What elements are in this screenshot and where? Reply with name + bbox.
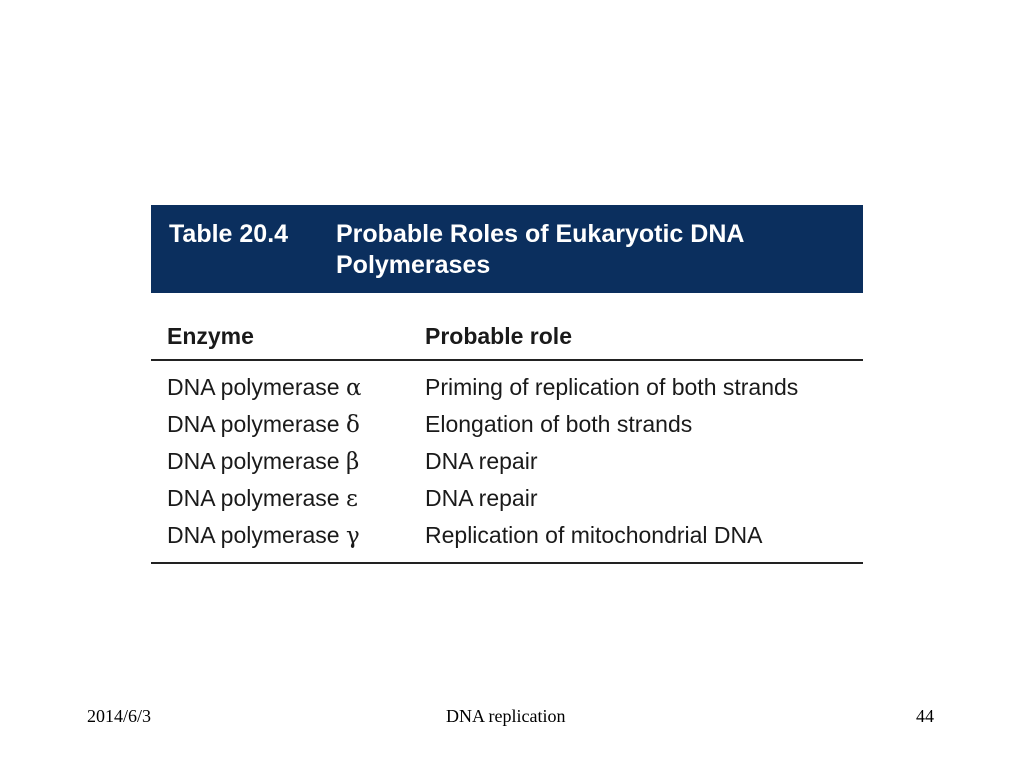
enzyme-cell [167,406,425,443]
greek-letter: α [345,375,362,401]
enzyme-name: DNA polymerase [167,448,340,474]
role-cell: Priming of replication of both strands [425,374,799,400]
enzyme-name: DNA polymerase [167,411,340,437]
enzyme-cell [167,517,425,554]
enzyme-name: DNA polymerase [167,485,340,511]
table-row [151,406,863,443]
enzyme-name: DNA polymerase [167,374,340,400]
table-row [151,480,863,517]
greek-letter: γ [345,523,360,549]
role-cell: DNA repair [425,448,538,474]
column-header-enzyme: Enzyme [167,323,254,349]
role-cell: DNA repair [425,485,538,511]
column-headers [151,323,863,359]
greek-letter: ε [345,486,358,512]
bottom-rule [151,562,863,564]
table-row [151,369,863,406]
enzyme-cell [167,480,425,517]
table-body [151,361,863,562]
table-row [151,517,863,554]
table-row [151,443,863,480]
greek-letter: β [345,449,360,475]
greek-letter: δ [345,412,360,438]
footer-date: 2014/6/3 [87,706,152,726]
enzyme-name: DNA polymerase [167,522,340,548]
role-cell: Replication of mitochondrial DNA [425,522,763,548]
role-cell: Elongation of both strands [425,411,693,437]
table-figure [151,205,863,564]
table-title: Probable Roles of Eukaryotic DNA Polymerases [336,220,744,279]
enzyme-cell [167,369,425,406]
footer-title: DNA replication [446,706,566,726]
column-header-role: Probable role [425,323,572,349]
table-number: Table 20.4 [169,220,289,248]
enzyme-cell [167,443,425,480]
footer-page-number: 44 [916,706,934,726]
table-header-band [151,205,863,293]
